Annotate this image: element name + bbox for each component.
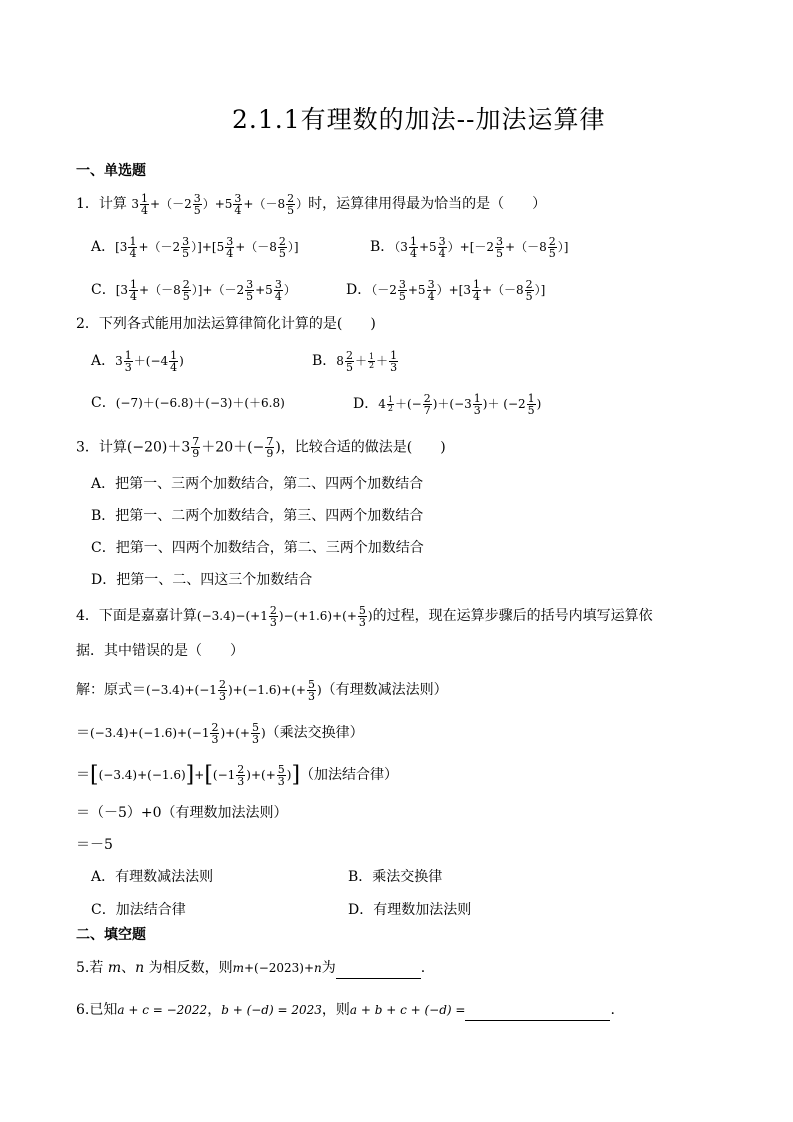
- q2-option-d: D．4 $\frac{1}{2}$ ＋(− $\frac{2}{7}$ )＋(−3 $\frac{1}{3}$ )＋ (−2 $\frac{1}{5}$ ): [353, 392, 542, 417]
- question-4: 4．下面是嘉嘉计算(−3.4)−(+1 $\frac{2}{3}$ )−(+1.6)+(+ $\frac{5}{3}$ )的过程，现在运算步骤后的括号内填写运算依: [76, 604, 653, 629]
- q2-option-b: B．8 $\frac{2}{5}$ ＋ $\frac{1}{2}$ ＋ $\frac{1}{3}$: [312, 349, 398, 374]
- question-5: 5.若 m、n 为相反数，则m+(−2023)+n为 .: [76, 958, 425, 979]
- page-title: 2.1.1有理数的加法--加法运算律: [232, 105, 606, 134]
- q4-option-b: B．乘法交换律: [348, 869, 443, 885]
- q4-step-1: 解：原式＝(−3.4)+(−1 $\frac{2}{3}$ )+(−1.6)+(+ $\frac{5}{3}$ )（有理数减法法则）: [76, 678, 448, 703]
- q3-option-b: B．把第一、二两个加数结合，第三、四两个加数结合: [91, 508, 424, 524]
- q4-option-d: D．有理数加法法则: [348, 902, 472, 918]
- question-4-line2: 据．其中错误的是（ ）: [76, 643, 244, 659]
- question-3: 3．计算(−20)＋3 $\frac{7}{9}$ ＋20＋(− $\frac{7}{9}$ )，比较合适的做法是( ): [76, 435, 446, 460]
- answer-blank-6[interactable]: [465, 1000, 610, 1021]
- section-heading-choice: 一、单选题: [76, 163, 146, 179]
- q4-step-3: ＝[(−3.4)+(−1.6)]+[(−1 $\frac{2}{3}$ )+(+ $\frac{5}{3}$ )]（加法结合律）: [76, 762, 399, 788]
- q1-option-a: A．[3 $\frac{1}{4}$ +（－2 $\frac{3}{5}$ ）]+[5 $\frac{3}{4}$ +（－8 $\frac{2}{5}$ ）]: [91, 235, 299, 260]
- section-heading-fill: 二、填空题: [76, 927, 146, 943]
- question-1: 1．计算 3 $\frac{1}{4}$ +（－2 $\frac{3}{5}$ ）+5 $\frac{3}{4}$ +（－8 $\frac{2}{5}$ ）时，运算律用得最为恰当的是（ ）: [76, 192, 547, 217]
- q1-option-c: C．[3 $\frac{1}{4}$ +（－8 $\frac{2}{5}$ ）]+（－2 $\frac{3}{5}$ +5 $\frac{3}{4}$ ）: [91, 278, 296, 303]
- q3-option-c: C．把第一、四两个加数结合，第二、三两个加数结合: [91, 540, 424, 556]
- q4-option-a: A．有理数减法法则: [91, 869, 214, 885]
- q4-step-5: ＝－5: [76, 837, 113, 853]
- answer-blank-5[interactable]: [336, 958, 421, 979]
- q2-option-c: C．(−7)＋(−6.8)＋(−3)＋(＋6.8): [91, 395, 285, 411]
- q4-option-c: C．加法结合律: [91, 902, 186, 918]
- q3-option-d: D．把第一、二、四这三个加数结合: [91, 572, 313, 588]
- q4-step-2: ＝(−3.4)+(−1.6)+(−1 $\frac{2}{3}$ )+(+ $\frac{5}{3}$ )（乘法交换律）: [76, 721, 364, 746]
- q1-option-d: D．（－2 $\frac{3}{5}$ +5 $\frac{3}{4}$ ）+[3 $\frac{1}{4}$ +（－8 $\frac{2}{5}$ ）]: [346, 278, 546, 303]
- q3-option-a: A．把第一、三两个加数结合，第二、四两个加数结合: [91, 476, 424, 492]
- q4-step-4: ＝（－5）+0（有理数加法法则）: [76, 805, 288, 821]
- question-2: 2．下列各式能用加法运算律简化计算的是( ): [76, 316, 376, 332]
- q2-option-a: A．3 $\frac{1}{3}$ ＋(−4 $\frac{1}{4}$ ): [91, 349, 184, 374]
- question-6: 6.已知a + c = −2022，b + (−d) = 2023，则a + b + c + (−d) = .: [76, 1000, 615, 1021]
- q1-option-b: B．（3 $\frac{1}{4}$ +5 $\frac{3}{4}$ ）+[－2 $\frac{3}{5}$ +（－8 $\frac{2}{5}$ ）]: [370, 235, 569, 260]
